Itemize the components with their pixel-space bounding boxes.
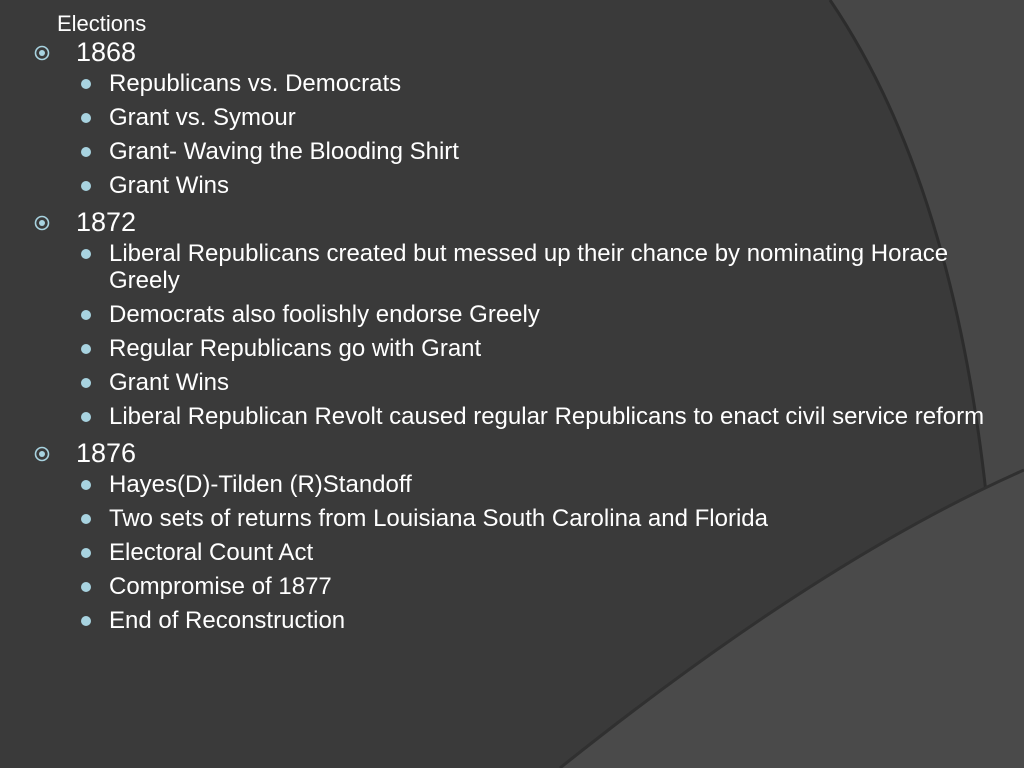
filled-circle-icon (81, 181, 91, 191)
circled-dot-icon (34, 215, 50, 231)
sub-bullet-list (0, 240, 1024, 430)
filled-circle-icon (81, 79, 91, 89)
slide-title: Elections (57, 11, 147, 36)
filled-circle-icon (81, 113, 91, 123)
list-item-text: Grant Wins (109, 369, 230, 396)
list-item (0, 573, 1024, 600)
filled-circle-icon (81, 548, 91, 558)
list-item-text: Grant- Waving the Blooding Shirt (109, 138, 459, 165)
list-item (0, 505, 1024, 532)
filled-circle-icon (81, 480, 91, 490)
list-item-text: Democrats also foolishly endorse Greely (109, 301, 540, 328)
section-heading-text: 1876 (76, 438, 137, 468)
section-1868 (0, 36, 1024, 199)
list-item (0, 70, 1024, 97)
list-item (0, 240, 1024, 294)
section-heading (0, 206, 1024, 240)
list-item-text: Liberal Republicans created but messed up their chance by nominating Horace Greely (109, 240, 949, 294)
sub-bullet-list (0, 70, 1024, 199)
list-item-text: Grant vs. Symour (109, 104, 296, 131)
list-item (0, 539, 1024, 566)
circled-dot-icon (34, 446, 50, 462)
list-item-text: Grant Wins (109, 172, 230, 199)
section-heading (0, 437, 1024, 471)
filled-circle-icon (81, 582, 91, 592)
list-item (0, 471, 1024, 498)
list-item (0, 172, 1024, 199)
filled-circle-icon (81, 616, 91, 626)
list-item (0, 403, 1024, 430)
bullet-content (0, 36, 1024, 641)
filled-circle-icon (81, 310, 91, 320)
list-item-text: Compromise of 1877 (109, 573, 332, 600)
list-item (0, 607, 1024, 634)
list-item-text: Hayes(D)-Tilden (R)Standoff (109, 471, 412, 498)
list-item-text: Two sets of returns from Louisiana South Carolina and Florida (109, 505, 769, 532)
list-item-text: Regular Republicans go with Grant (109, 335, 482, 362)
list-item-text: End of Reconstruction (109, 607, 346, 634)
filled-circle-icon (81, 147, 91, 157)
section-1876 (0, 437, 1024, 634)
circled-dot-icon (34, 45, 50, 61)
list-item (0, 369, 1024, 396)
list-item-text: Liberal Republican Revolt caused regular Republicans to enact civil service reform (109, 403, 985, 430)
list-item-text: Electoral Count Act (109, 539, 314, 566)
list-item (0, 104, 1024, 131)
list-item (0, 138, 1024, 165)
list-item-text: Republicans vs. Democrats (109, 70, 402, 97)
filled-circle-icon (81, 514, 91, 524)
list-item (0, 335, 1024, 362)
filled-circle-icon (81, 378, 91, 388)
section-heading-text: 1868 (76, 37, 137, 67)
sub-bullet-list (0, 471, 1024, 634)
section-heading (0, 36, 1024, 70)
list-item (0, 301, 1024, 328)
filled-circle-icon (81, 344, 91, 354)
filled-circle-icon (81, 249, 91, 259)
filled-circle-icon (81, 412, 91, 422)
section-heading-text: 1872 (76, 207, 137, 237)
section-1872 (0, 206, 1024, 430)
